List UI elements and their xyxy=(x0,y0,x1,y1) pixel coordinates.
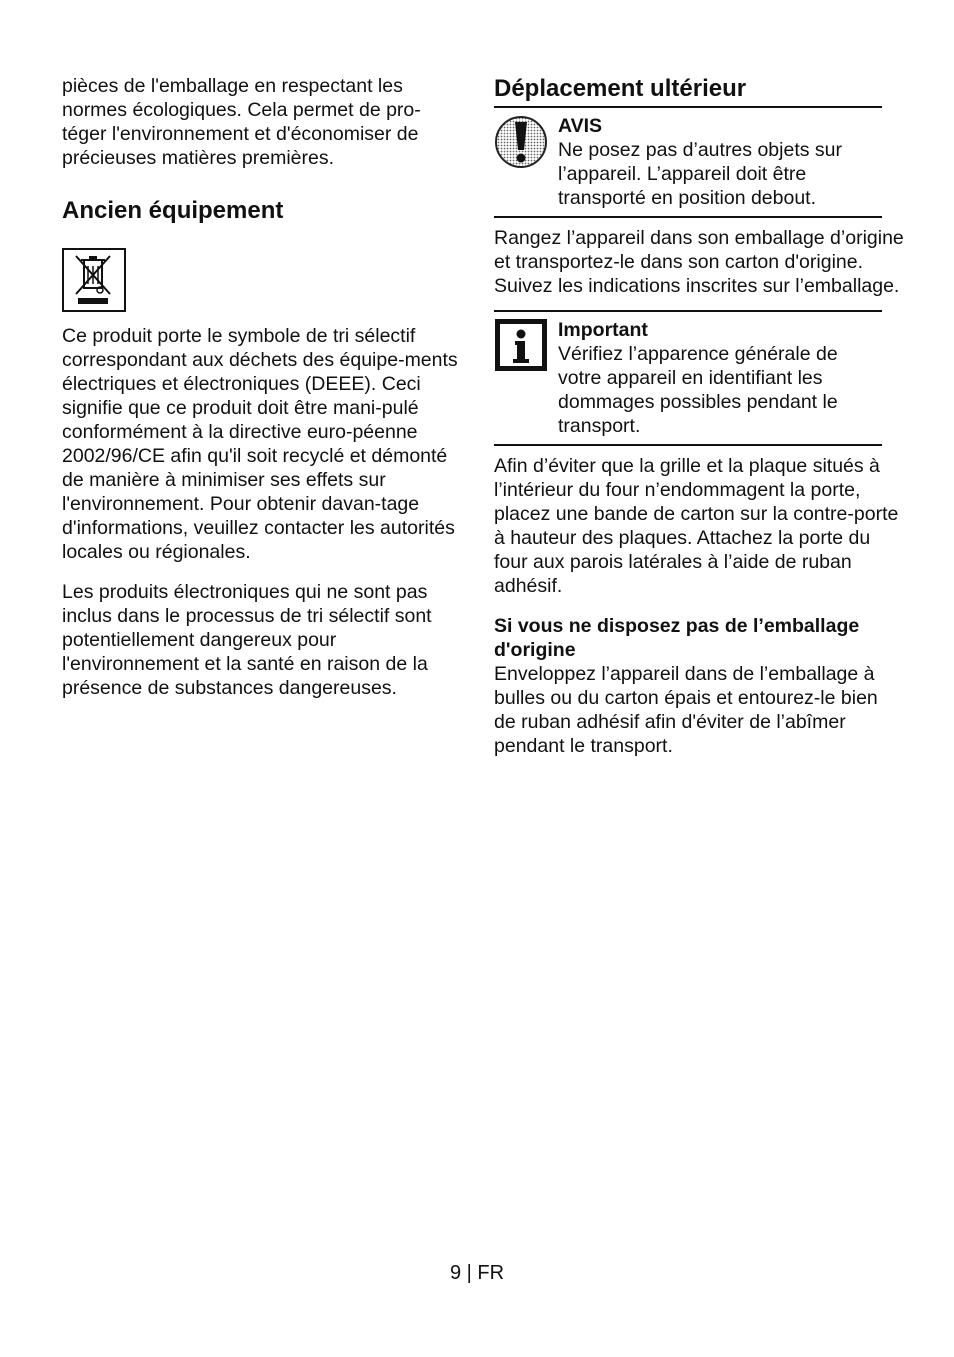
oven-door-paragraph: Afin d’éviter que la grille et la plaque situés à l’intérieur du four n’endommagent la porte, placez une bande de carton sur la contre-porte à hauteur des plaques. Attachez la porte du four aux parois latérales à l’aide de ruban adhésif. xyxy=(494,455,899,597)
left-column xyxy=(62,74,462,700)
avis-text: Ne posez pas d’autres objets sur l’appareil. L’appareil doit être transporté en position debout. xyxy=(558,139,842,209)
avis-notice xyxy=(494,108,882,218)
important-title: Important xyxy=(558,319,648,341)
warning-exclamation-icon xyxy=(494,114,548,175)
section-heading-deplacement: Déplacement ultérieur xyxy=(494,74,882,108)
weee-symbol-icon xyxy=(62,248,126,312)
weee-paragraph: Ce produit porte le symbole de tri sélectif correspondant aux déchets des équipe-ments électriques et électroniques (DEEE). Ceci signifie que ce produit doit être mani-pulé conformément à la directive euro-péenne 2002/96/CE afin qu'il soit recyclé et démonté de manière à minimiser ses effets sur l'environnement. Pour obtenir davan-tage d'informations, veuillez contacter les autorités locales ou régionales. xyxy=(62,325,458,563)
important-text: Vérifiez l’apparence générale de votre appareil en identifiant les dommages possibles pendant le transport. xyxy=(558,343,838,437)
intro-paragraph: pièces de l'emballage en respectant les normes écologiques. Cela permet de pro-téger l'environnement et d'économiser de précieuses matières premières. xyxy=(62,75,421,169)
hazard-paragraph: Les produits électroniques qui ne sont pas inclus dans le processus de tri sélectif sont potentiellement dangereux pour l'environnement et la santé en raison de la présence de substances dangereuses. xyxy=(62,581,432,699)
avis-title: AVIS xyxy=(558,115,603,137)
info-icon xyxy=(494,318,548,377)
page-number: 9 | FR xyxy=(449,1262,505,1284)
right-column xyxy=(494,74,904,758)
important-notice xyxy=(494,310,882,446)
section-heading-ancien-equipement: Ancien équipement xyxy=(62,197,284,224)
wrap-paragraph: Enveloppez l’appareil dans de l’emballage à bulles ou du carton épais et entourez-le bien de ruban adhésif afin d'éviter de l’abîmer pendant le transport. xyxy=(494,663,878,757)
storage-paragraph: Rangez l’appareil dans son emballage d’origine et transportez-le dans son carton d'origine. Suivez les indications inscrites sur l’emballage. xyxy=(494,227,904,297)
no-original-packaging-heading: Si vous ne disposez pas de l’emballage d'origine xyxy=(494,615,860,661)
